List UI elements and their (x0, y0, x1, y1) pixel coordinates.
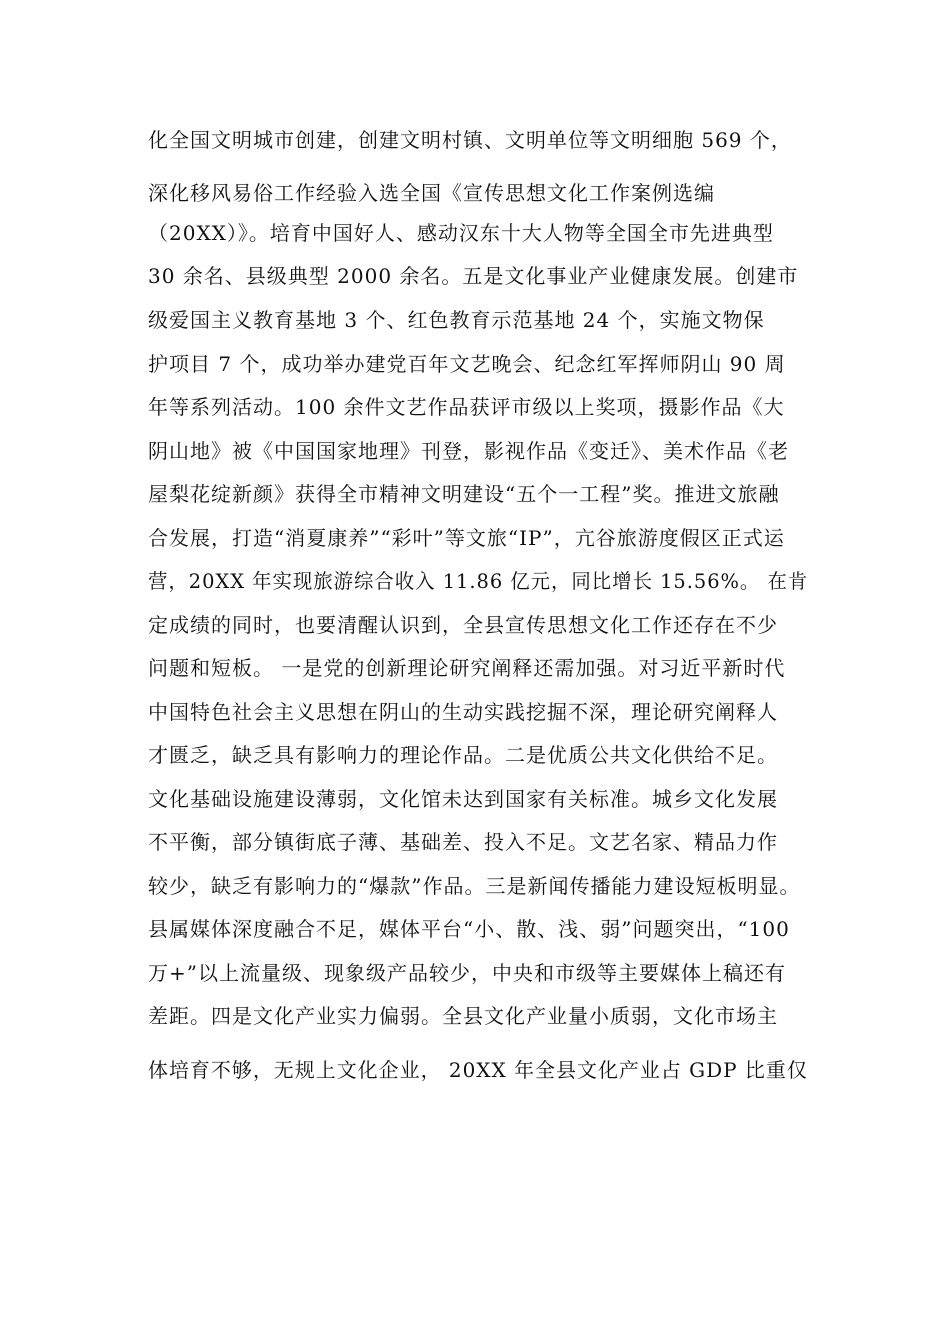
text-line: 问题和短板。 一是党的创新理论研究阐释还需加强。对习近平新时代 (148, 656, 786, 680)
text-line: （20XX）》。培育中国好人、感动汉东十大人物等全国全市先进典型 (148, 221, 774, 245)
text-line: 屋梨花绽新颜》获得全市精神文明建设“五个一工程”奖。推进文旅融 (148, 482, 780, 506)
text-line: 深化移风易俗工作经验入选全国《宣传思想文化工作案例选编 (148, 181, 715, 205)
text-line: 化全国文明城市创建，创建文明村镇、文明单位等文明细胞 569 个， (148, 128, 792, 152)
text-line: 万+”以上流量级、现象级产品较少，中央和市级等主要媒体上稿还有 (148, 961, 786, 985)
text-line: 差距。四是文化产业实力偏弱。全县文化产业量小质弱，文化市场主 (148, 1004, 778, 1028)
text-line: 阴山地》被《中国国家地理》刊登，影视作品《变迁》、美术作品《老 (148, 439, 789, 463)
text-line: 不平衡，部分镇街底子薄、基础差、投入不足。文艺名家、精品力作 (148, 830, 778, 854)
text-line: 年等系列活动。100 余件文艺作品获评市级以上奖项，摄影作品《大 (148, 395, 785, 419)
text-line: 30 余名、县级典型 2000 余名。五是文化事业产业健康发展。创建市 (148, 264, 799, 288)
text-line: 级爱国主义教育基地 3 个、红色教育示范基地 24 个，实施文物保 (148, 308, 765, 332)
text-line: 合发展，打造“消夏康养”“彩叶”等文旅“IP”，亢谷旅游度假区正式运 (148, 526, 785, 550)
text-line: 文化基础设施建设薄弱，文化馆未达到国家有关标准。城乡文化发展 (148, 787, 778, 811)
text-line: 护项目 7 个，成功举办建党百年文艺晚会、纪念红军挥师阴山 90 周 (148, 352, 786, 376)
text-line: 中国特色社会主义思想在阴山的生动实践挖掘不深，理论研究阐释人 (148, 700, 778, 724)
text-line: 营，20XX 年实现旅游综合收入 11.86 亿元，同比增长 15.56%。 在肯 (148, 569, 809, 593)
text-line: 体培育不够，无规上文化企业， 20XX 年全县文化产业占 GDP 比重仅 (148, 1058, 808, 1082)
text-line: 较少，缺乏有影响力的“爆款”作品。三是新闻传播能力建设短板明显。 (148, 874, 801, 898)
text-line: 县属媒体深度融合不足，媒体平台“小、散、浅、弱”问题突出，“100 (148, 917, 790, 941)
text-line: 定成绩的同时，也要清醒认识到，全县宣传思想文化工作还存在不少 (148, 613, 778, 637)
text-line: 才匮乏，缺乏具有影响力的理论作品。二是优质公共文化供给不足。 (148, 743, 778, 767)
